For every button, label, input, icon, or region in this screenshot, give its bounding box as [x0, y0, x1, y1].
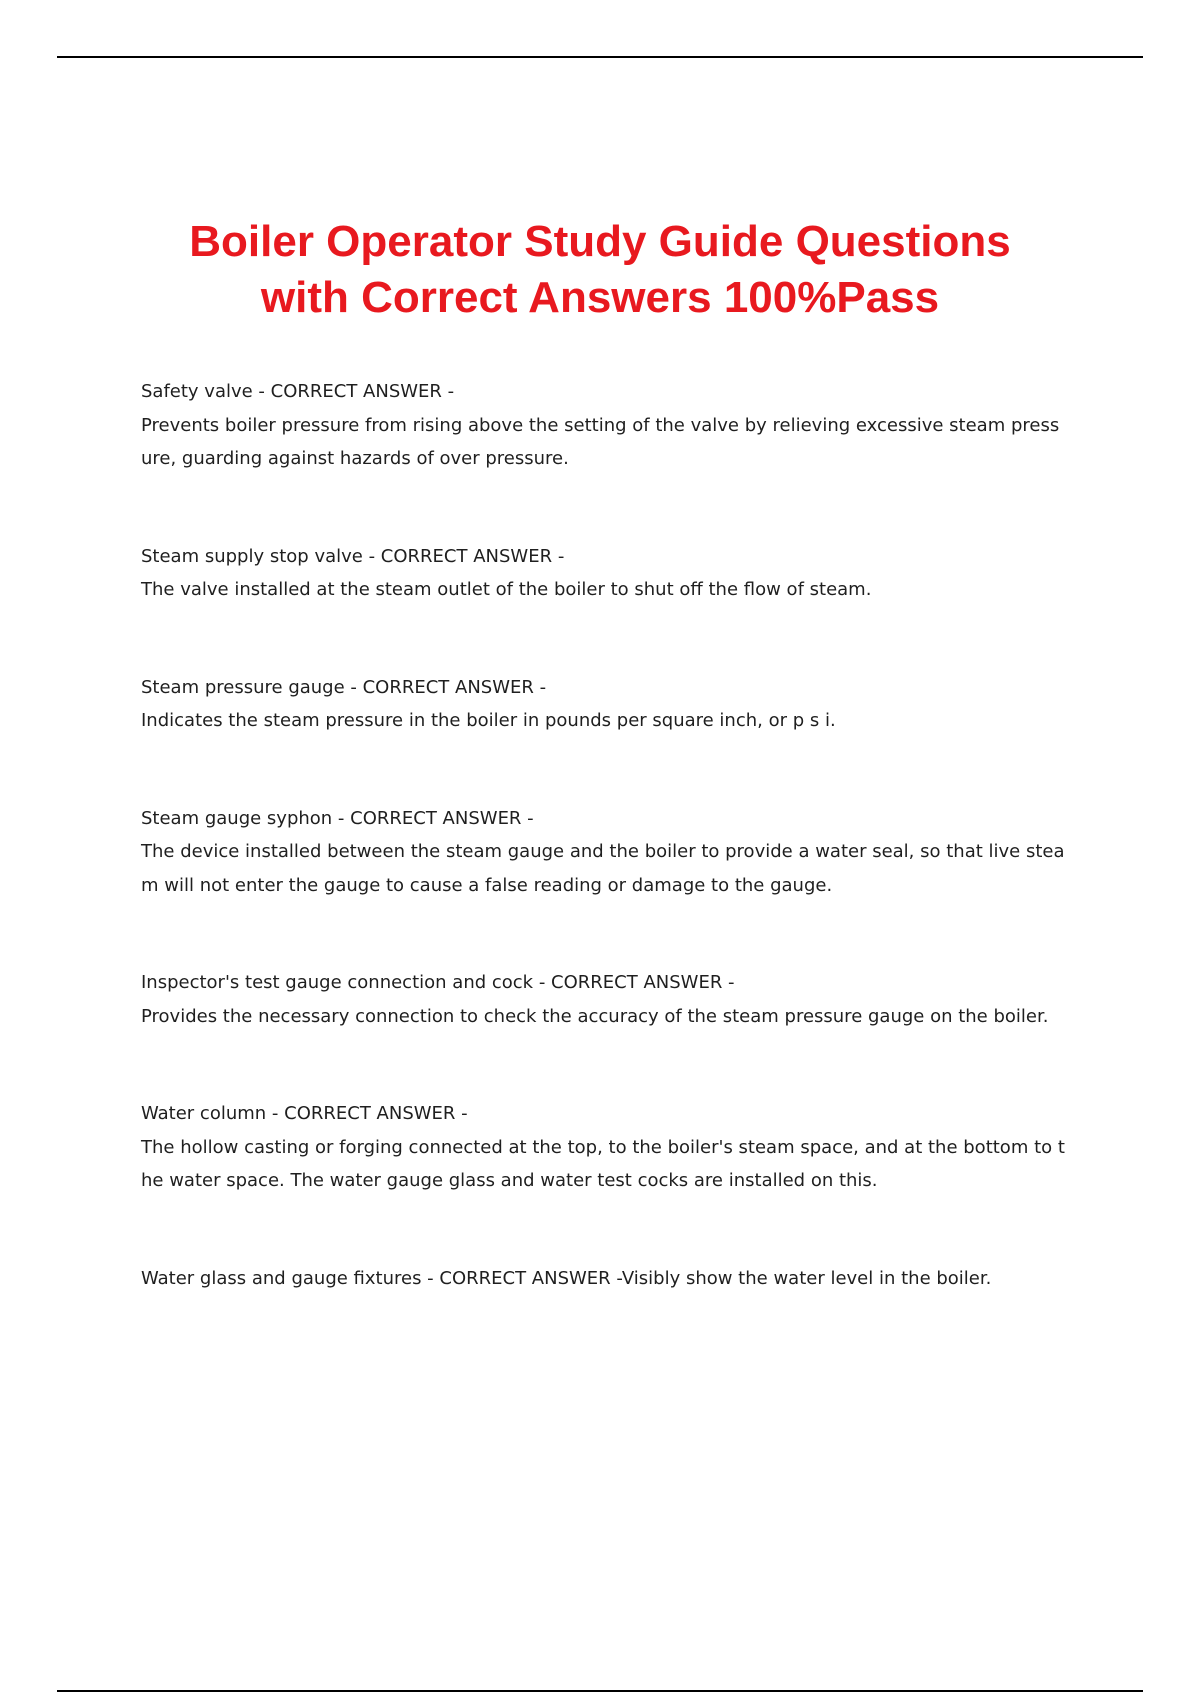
- qa-item-water-column: [141, 1097, 1066, 1198]
- qa-answer: The device installed between the steam gauge and the boiler to provide a water seal, so that live steam will not enter the gauge to cause a false reading or damage to the gauge.: [141, 841, 1065, 896]
- qa-item-steam-pressure-gauge: [141, 671, 1066, 738]
- qa-answer: Indicates the steam pressure in the boiler in pounds per square inch, or p s i.: [141, 710, 836, 731]
- qa-question: Safety valve - CORRECT ANSWER -: [141, 381, 455, 402]
- document-title-line-2: with Correct Answers 100%Pass: [260, 273, 940, 322]
- qa-question: Water glass and gauge fixtures - CORRECT ANSWER -: [141, 1267, 622, 1289]
- document-title: [0, 214, 1200, 326]
- qa-question: Steam supply stop valve - CORRECT ANSWER -: [141, 545, 565, 567]
- qa-item-water-glass: [141, 1262, 1066, 1296]
- qa-question: Water column - CORRECT ANSWER -: [141, 1103, 468, 1124]
- header-rule: [57, 56, 1143, 58]
- qa-question: Steam pressure gauge - CORRECT ANSWER -: [141, 676, 547, 698]
- qa-answer: Provides the necessary connection to check the accuracy of the steam pressure gauge on the boiler.: [141, 1005, 1049, 1027]
- qa-answer: The hollow casting or forging connected at the top, to the boiler's steam space, and at the bottom to the water space. The water gauge glass and water test cocks are installed on this.: [141, 1136, 1065, 1191]
- qa-item-safety-valve: [141, 375, 1066, 476]
- qa-item-steam-supply-stop-valve: [141, 540, 1066, 607]
- qa-answer: Visibly show the water level in the boiler.: [621, 1267, 992, 1289]
- qa-list: [141, 375, 1066, 1295]
- document-title-line-1: Boiler Operator Study Guide Questions: [189, 217, 1011, 266]
- qa-answer: Prevents boiler pressure from rising above the setting of the valve by relieving excessive steam pressure, guarding against hazards of over pressure.: [141, 414, 1060, 469]
- qa-question: Inspector's test gauge connection and cock - CORRECT ANSWER -: [141, 972, 735, 993]
- qa-item-steam-gauge-syphon: [141, 802, 1066, 903]
- footer-rule: [57, 1690, 1143, 1692]
- qa-item-inspectors-test-gauge: [141, 966, 1066, 1033]
- qa-question: Steam gauge syphon - CORRECT ANSWER -: [141, 807, 534, 829]
- qa-answer: The valve installed at the steam outlet of the boiler to shut off the flow of steam.: [141, 579, 872, 600]
